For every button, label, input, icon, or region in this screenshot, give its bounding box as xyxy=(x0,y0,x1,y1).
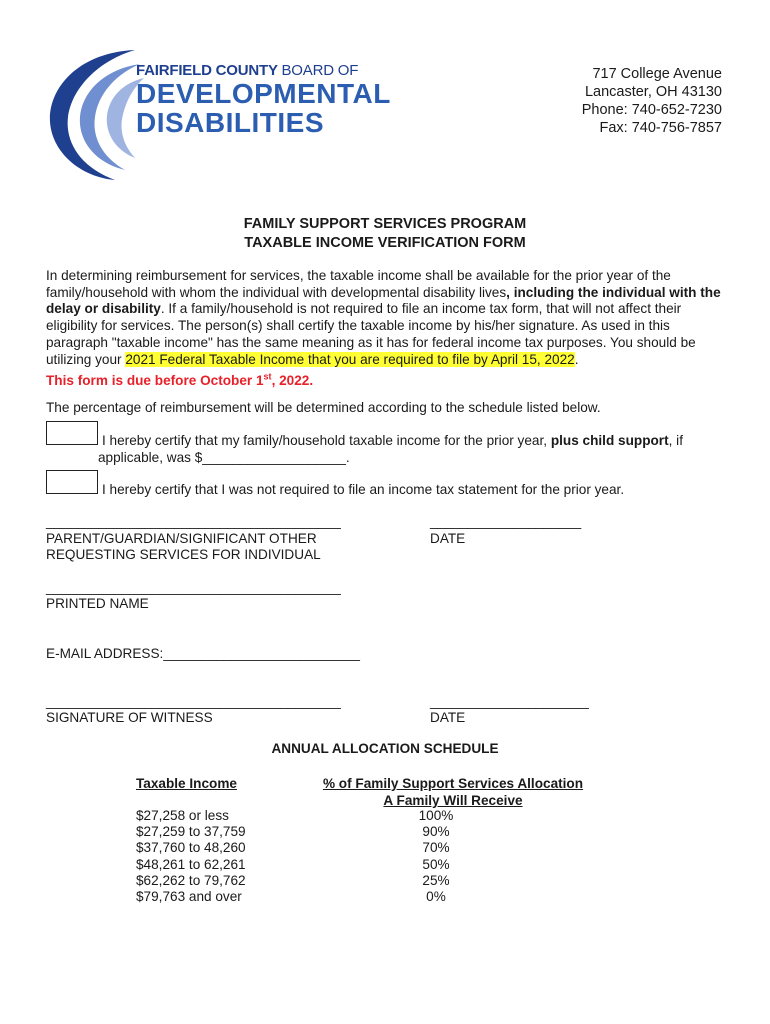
email-field[interactable]: E-MAIL ADDRESS:__________________________ xyxy=(46,646,360,661)
allocation-header-line2: A Family Will Receive xyxy=(383,793,523,808)
certify1-post: , if xyxy=(668,433,683,448)
table-cell-percent: 50% xyxy=(422,856,450,872)
intro-paragraph xyxy=(46,268,726,389)
table-cell-percent: 70% xyxy=(422,840,450,856)
allocation-schedule-title: ANNUAL ALLOCATION SCHEDULE xyxy=(271,741,499,756)
address-fax: Fax: 740-756-7857 xyxy=(599,120,722,136)
form-title-line2: TAXABLE INCOME VERIFICATION FORM xyxy=(244,235,526,251)
intro-text-1: In determining reimbursement for services, the taxable income shall be available for the prior year of the family/household with whom the individual with developmental disability lives xyxy=(46,268,671,300)
witness-signature-line[interactable]: _______________________________________ xyxy=(46,694,341,709)
income-certify-checkbox[interactable] xyxy=(46,421,98,445)
table-row: $27,258 or less xyxy=(136,808,229,823)
table-row: $27,259 to 37,759 xyxy=(136,824,246,840)
intro-highlight: 2021 Federal Taxable Income that you are required to file by April 15, 2022 xyxy=(125,351,575,367)
intro-text-3: . xyxy=(574,351,579,367)
organization-logo xyxy=(40,42,391,182)
address-city: Lancaster, OH 43130 xyxy=(584,84,722,100)
address-phone: Phone: 740-652-7230 xyxy=(581,102,722,118)
allocation-percent-header xyxy=(300,775,606,809)
no-tax-certify-label: I hereby certify that I was not required to file an income tax statement for the prior year. xyxy=(102,482,625,497)
witness-label: SIGNATURE OF WITNESS xyxy=(46,710,213,725)
intro-text-bold: , including the individual with the delay or disability xyxy=(46,284,721,317)
table-cell-percent: 90% xyxy=(422,824,450,840)
logo-text-county: FAIRFIELD COUNTY xyxy=(136,62,278,79)
no-tax-certify-checkbox[interactable] xyxy=(46,470,98,494)
income-amount-line[interactable]: applicable, was $___________________. xyxy=(98,450,350,465)
table-row: $62,262 to 79,762 xyxy=(136,872,246,888)
schedule-note: The percentage of reimbursement will be determined according to the schedule listed below. xyxy=(46,400,601,415)
form-title-line1: FAMILY SUPPORT SERVICES PROGRAM xyxy=(243,216,527,232)
intro-text-2: . If a family/household is not required to file an income tax form, that will not affect their eligibility for services. The person(s) shall certify the taxable income by his/her signature. As used in this paragraph "taxable income" has the same meaning as it has for federal income tax purposes. You should be utilizing your xyxy=(46,301,696,367)
allocation-percents xyxy=(396,808,476,905)
witness-date-line[interactable]: _____________________ xyxy=(430,694,589,709)
parent-label-2: REQUESTING SERVICES FOR INDIVIDUAL xyxy=(46,547,321,562)
table-cell-percent: 100% xyxy=(418,808,454,823)
parent-label-1: PARENT/GUARDIAN/SIGNIFICANT OTHER xyxy=(46,531,317,546)
due-date-notice xyxy=(46,373,313,388)
table-row: $48,261 to 62,261 xyxy=(136,856,246,872)
address-block xyxy=(582,65,722,137)
due-date-end: , 2022. xyxy=(271,372,314,388)
printed-name-label: PRINTED NAME xyxy=(46,596,149,611)
certify1-pre: I hereby certify that my family/household taxable income for the prior year, xyxy=(102,433,551,448)
due-date-sup: st xyxy=(263,371,272,382)
date-label: DATE xyxy=(430,531,466,546)
income-ranges xyxy=(136,808,246,905)
table-cell-percent: 0% xyxy=(426,889,446,905)
income-certify-label xyxy=(102,432,722,449)
printed-name-line[interactable]: _______________________________________ xyxy=(46,580,341,595)
logo-text-developmental: DEVELOPMENTAL xyxy=(136,78,391,109)
due-date-main: This form is due before October 1 xyxy=(46,372,264,388)
witness-date-label: DATE xyxy=(430,710,466,725)
parent-signature-line[interactable]: _______________________________________ xyxy=(46,514,341,529)
table-row: $79,763 and over xyxy=(136,889,242,905)
table-cell-percent: 25% xyxy=(422,872,450,888)
parent-date-line[interactable]: ____________________ xyxy=(430,514,582,529)
taxable-income-header: Taxable Income xyxy=(136,776,237,791)
allocation-header-line1: % of Family Support Services Allocation xyxy=(322,776,584,791)
table-row: $37,760 to 48,260 xyxy=(136,840,246,856)
address-street: 717 College Avenue xyxy=(592,66,722,82)
logo-text-board: BOARD OF xyxy=(281,62,359,79)
certify1-bold: plus child support xyxy=(550,433,669,448)
logo-text-disabilities: DISABILITIES xyxy=(136,107,325,138)
form-title xyxy=(0,215,770,253)
